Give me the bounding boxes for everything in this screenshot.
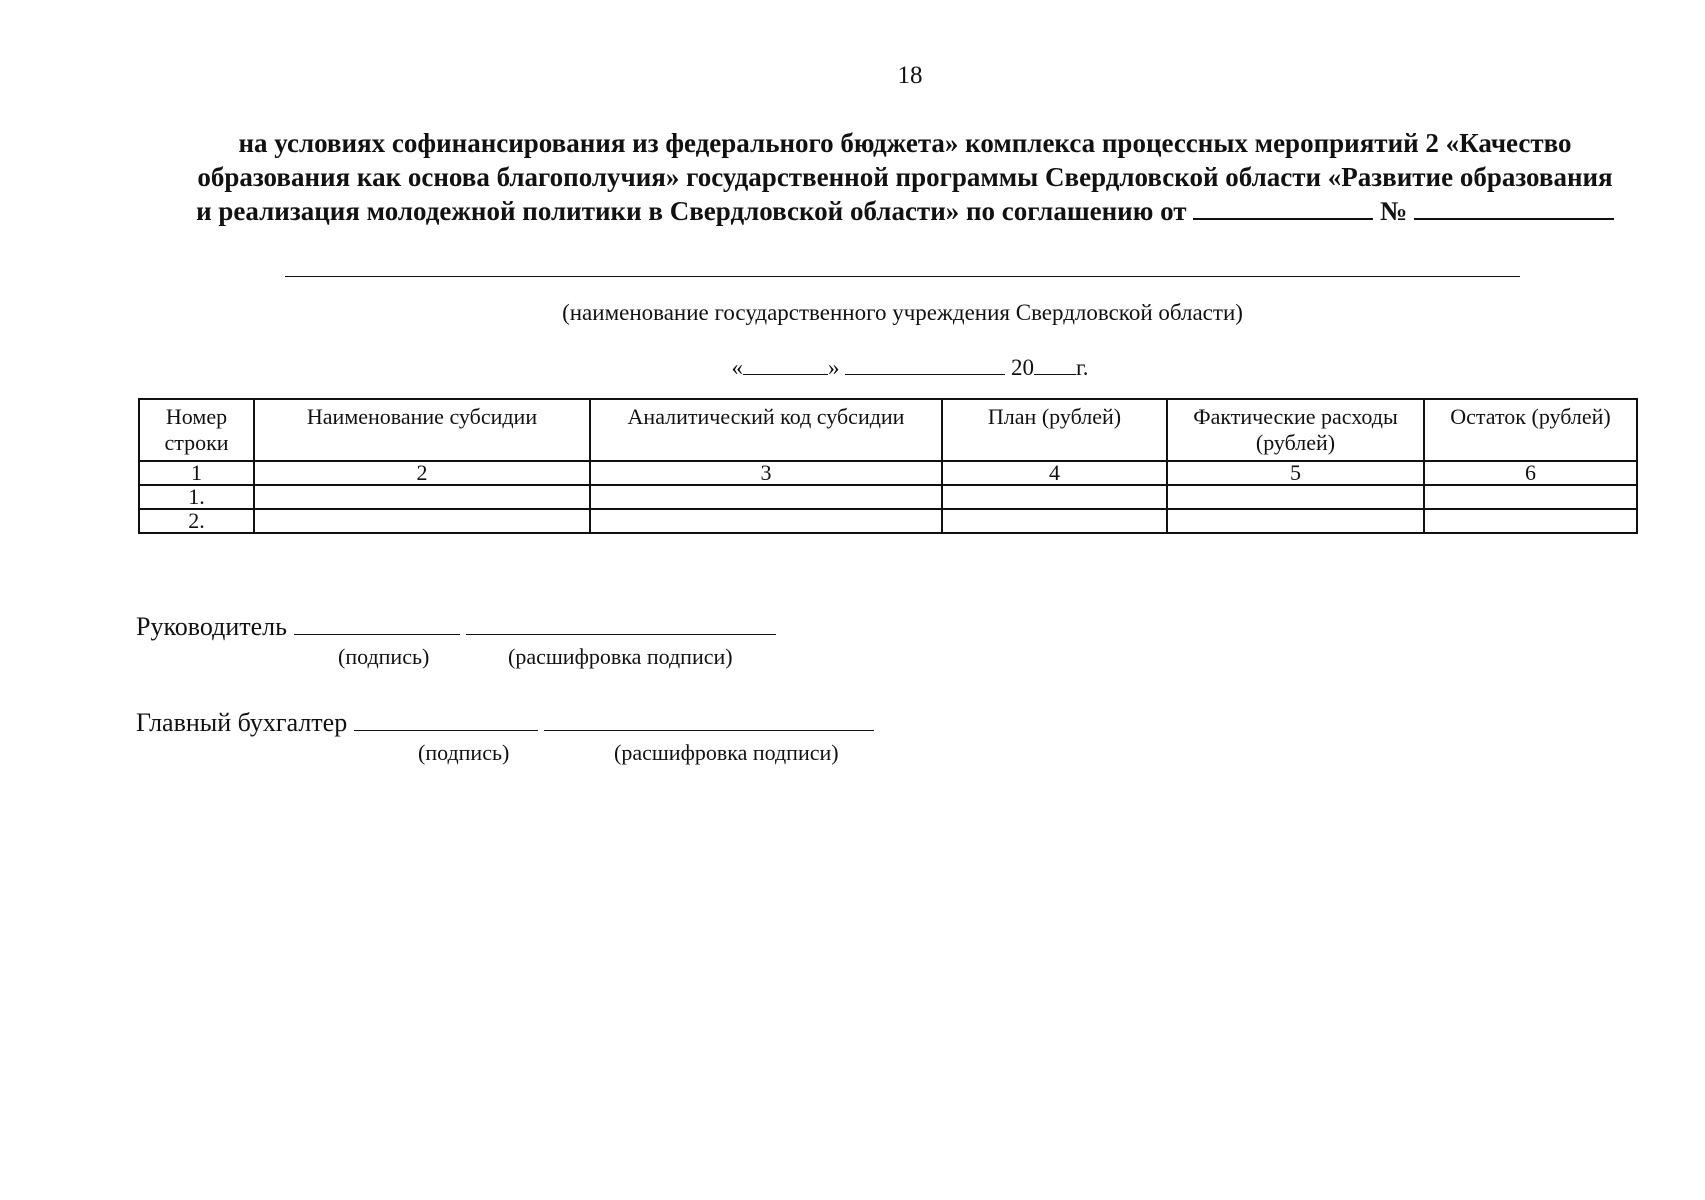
table-row [139, 509, 1637, 533]
remainder-cell[interactable] [1424, 509, 1637, 533]
report-date [600, 354, 1220, 381]
signature-caption: (подпись) [418, 740, 510, 765]
column-number: 5 [1167, 461, 1424, 485]
column-number: 1 [139, 461, 254, 485]
decoding-caption: (расшифровка подписи) [614, 740, 839, 765]
page-number: 18 [897, 62, 923, 89]
agreement-number-field[interactable] [1414, 194, 1614, 220]
col-header-remainder: Остаток (рублей) [1424, 399, 1637, 461]
date-day-field[interactable] [743, 354, 828, 375]
row-number-cell: 1. [139, 485, 254, 509]
column-number: 6 [1424, 461, 1637, 485]
director-signature-block [136, 612, 776, 672]
director-signature-field[interactable] [294, 612, 460, 635]
subsidy-name-cell[interactable] [254, 509, 590, 533]
actual-expenses-cell[interactable] [1167, 485, 1424, 509]
director-name-field[interactable] [466, 612, 776, 635]
accountant-name-field[interactable] [544, 708, 874, 731]
remainder-cell[interactable] [1424, 485, 1637, 509]
table-row [139, 485, 1637, 509]
date-month-field[interactable] [845, 354, 1005, 375]
number-sign: № [1380, 196, 1408, 226]
accountant-captions [136, 738, 874, 768]
column-number: 4 [942, 461, 1167, 485]
header-line-3-text: и реализация молодежной политики в Свердловской области» по соглашению от [196, 196, 1187, 226]
institution-caption: (наименование государственного учреждения Свердловской области) [562, 300, 1243, 325]
director-captions [136, 642, 776, 672]
analytic-code-cell[interactable] [590, 509, 942, 533]
header-line-2: образования как основа благополучия» государственной программы Свердловской области «Развитие образования [197, 162, 1613, 192]
accountant-label: Главный бухгалтер [136, 708, 348, 737]
decoding-caption: (расшифровка подписи) [508, 644, 733, 669]
date-open-quote: « [731, 355, 743, 380]
column-numbers-row [139, 461, 1637, 485]
header-line-3 [140, 194, 1670, 228]
subsidy-name-cell[interactable] [254, 485, 590, 509]
subsidy-report-table [138, 398, 1638, 534]
table-header-row [139, 399, 1637, 461]
date-year-prefix: 20 [1010, 355, 1034, 380]
director-label: Руководитель [136, 612, 287, 641]
actual-expenses-cell[interactable] [1167, 509, 1424, 533]
accountant-sign-line [136, 708, 874, 738]
analytic-code-cell[interactable] [590, 485, 942, 509]
institution-name-field[interactable] [285, 276, 1520, 277]
director-sign-line [136, 612, 776, 642]
col-header-row-number: Номер строки [139, 399, 254, 461]
plan-cell[interactable] [942, 485, 1167, 509]
date-close-quote: » [827, 355, 840, 380]
date-year-suffix: г. [1075, 355, 1089, 380]
accountant-signature-block [136, 708, 874, 768]
col-header-plan: План (рублей) [942, 399, 1167, 461]
signature-caption: (подпись) [338, 644, 430, 669]
col-header-analytic-code: Аналитический код субсидии [590, 399, 942, 461]
date-year-field[interactable] [1034, 354, 1076, 375]
column-number: 2 [254, 461, 590, 485]
agreement-date-field[interactable] [1193, 194, 1373, 220]
row-number-cell: 2. [139, 509, 254, 533]
accountant-signature-field[interactable] [354, 708, 538, 731]
document-header [140, 126, 1670, 228]
col-header-actual-expenses: Фактические расходы (рублей) [1167, 399, 1424, 461]
plan-cell[interactable] [942, 509, 1167, 533]
header-line-1: на условиях софинансирования из федерального бюджета» комплекса процессных мероприятий 2 «Качество [238, 128, 1572, 158]
column-number: 3 [590, 461, 942, 485]
col-header-subsidy-name: Наименование субсидии [254, 399, 590, 461]
